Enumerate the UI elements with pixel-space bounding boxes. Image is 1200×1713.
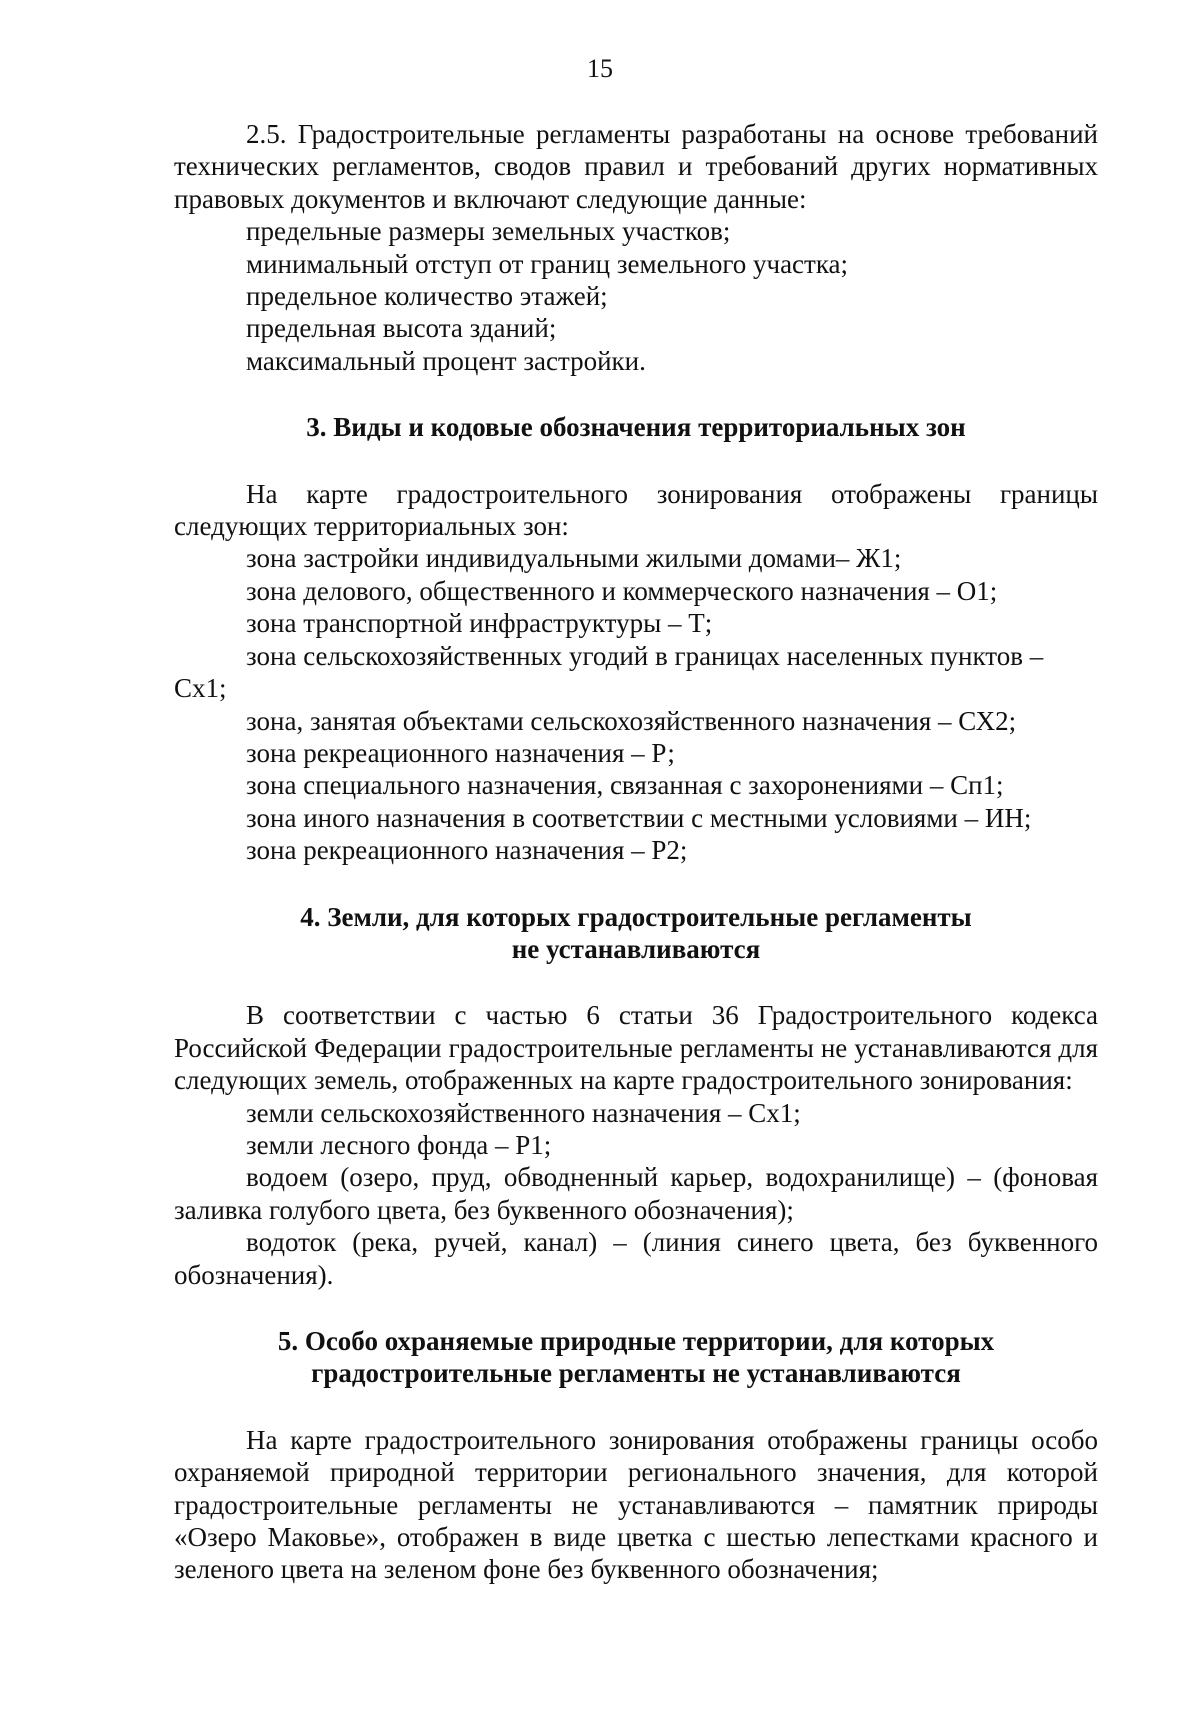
section-4-intro: В соответствии с частью 6 статьи 36 Градостроительного кодекса Российской Федерации градостроительные регламенты не устанавливаются для следующих земель, отображенных на карте градостроительного зонирования: [174,1000,1098,1096]
list-item: земли лесного фонда – Р1; [246,1129,552,1160]
section-5-heading-line-1: 5. Особо охраняемые природные территории, для которых [277,1326,995,1356]
list-item: зона специального назначения, связанная с захоронениями – Сп1; [246,770,1004,801]
section-3-heading: 3. Виды и кодовые обозначения территориальных зон [306,412,966,443]
list-item: минимальный отступ от границ земельного участка; [246,248,849,279]
list-item: максимальный процент застройки. [246,345,646,376]
list-item: зона делового, общественного и коммерческого назначения – О1; [246,575,998,606]
list-item: зона сельскохозяйственных угодий в границах населенных пунктов – Сх1; [174,640,1044,704]
list-item: зона, занятая объектами сельскохозяйственного назначения – СХ2; [246,705,1017,736]
section-5-heading-line-2: градостроительные регламенты не устанавливаются [311,1358,961,1389]
section-2-5-intro: 2.5. Градостроительные регламенты разработаны на основе требований технических регламентов, сводов правил и требований других нормативных правовых документов и включают следующие данные: [174,119,1098,214]
list-item: зона иного назначения в соответствии с местными условиями – ИН; [246,802,1032,833]
section-5-heading [174,1325,1098,1390]
section-4-heading-line-2: не устанавливаются [511,933,761,964]
list-item: зона застройки индивидуальными жилыми домами– Ж1; [246,543,902,574]
list-item: зона транспортной инфраструктуры – Т; [246,608,713,639]
document-body [174,118,1098,1586]
section-4-heading-line-1: 4. Земли, для которых градостроительные регламенты [300,901,972,932]
section-3-intro: На карте градостроительного зонирования отображены границы следующих территориальных зон: [174,478,1098,542]
section-5-intro: На карте градостроительного зонирования отображены границы особо охраняемой природной территории регионального значения, для которой градостроительные регламенты не устанавливаются – памятник природы «Озеро Маковье», отображен в виде цветка с шестью лепестками красного и зеленого цвета на зеленом фоне без буквенного обозначения; [174,1424,1098,1585]
list-item: зона рекреационного назначения – Р2; [246,835,688,866]
list-item: земли сельскохозяйственного назначения – Сх1; [246,1097,801,1128]
list-item: предельное количество этажей; [246,281,608,312]
list-item: водоем (озеро, пруд, обводненный карьер, водохранилище) – (фоновая заливка голубого цвета, без буквенного обозначения); [174,1162,1098,1225]
page-number: 15 [587,54,613,83]
list-item: водоток (река, ручей, канал) – (линия синего цвета, без буквенного обозначения). [174,1227,1098,1290]
list-item: предельные размеры земельных участков; [246,216,731,247]
list-item: зона рекреационного назначения – Р; [246,737,675,768]
section-4-heading [174,901,1098,966]
list-item: предельная высота зданий; [246,313,557,344]
